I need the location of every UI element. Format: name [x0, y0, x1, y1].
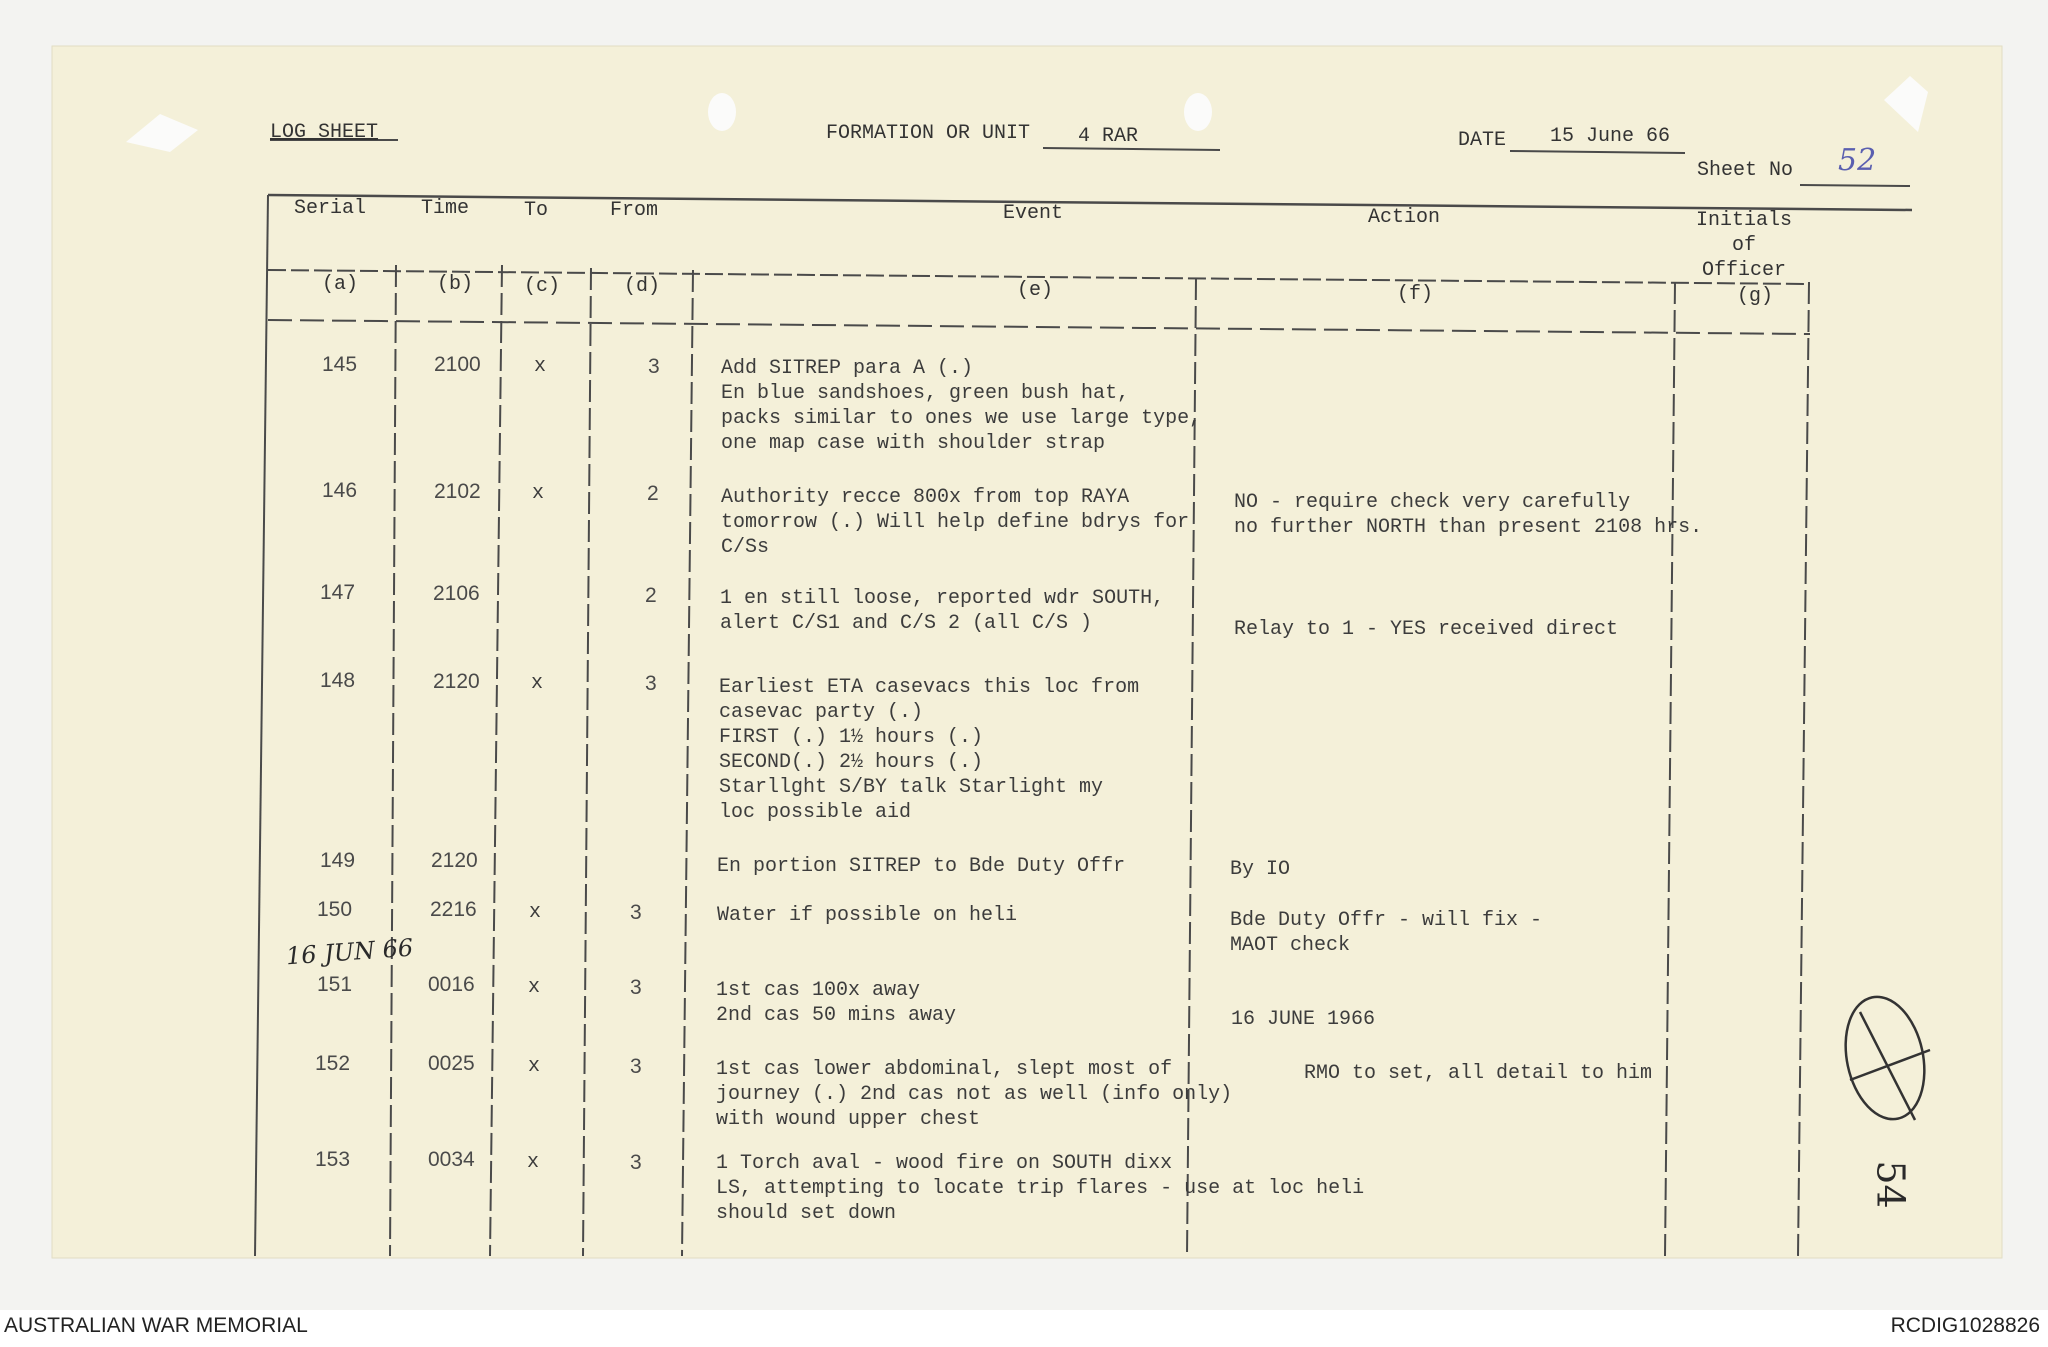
col-code-event: (e): [1017, 279, 1054, 302]
row-153-serial: 153: [315, 1148, 351, 1171]
col-code-action: (f): [1397, 283, 1434, 306]
col-header-time: Time: [421, 197, 470, 220]
row-151-serial: 151: [317, 973, 353, 996]
row-149-time: 2120: [431, 849, 478, 872]
col-code-time: (b): [437, 273, 474, 296]
row-148-serial: 148: [320, 669, 356, 692]
col-header-from: From: [610, 199, 659, 222]
row-153-to: x: [527, 1151, 540, 1174]
row-147-event: 1 en still loose, reported wdr SOUTH, alert C/S1 and C/S 2 (all C/S ): [720, 587, 1165, 635]
row-147-time: 2106: [433, 582, 480, 605]
row-153-event: 1 Torch aval - wood fire on SOUTH dixx LS, attempting to locate trip flares - use at loc heli should set down: [716, 1152, 1365, 1225]
date-value: 15 June 66: [1550, 125, 1671, 148]
row-150-serial: 150: [317, 898, 353, 921]
col-code-serial: (a): [322, 273, 359, 296]
unit-label: FORMATION OR UNIT: [826, 122, 1031, 145]
date-label: DATE: [1458, 129, 1507, 152]
row-151-event: 1st cas 100x away 2nd cas 50 mins away: [716, 979, 957, 1027]
row-146-time: 2102: [434, 480, 481, 503]
row-149-action: By IO: [1230, 858, 1291, 881]
row-145-from: 3: [648, 355, 660, 378]
row-150-event: Water if possible on heli: [717, 904, 1018, 927]
punch-hole-right: [1184, 93, 1212, 131]
col-code-to: (c): [524, 275, 561, 298]
footer-catalog-id: RCDIG1028826: [1890, 1314, 2040, 1337]
row-150-to: x: [529, 901, 542, 924]
row-153-from: 3: [630, 1151, 642, 1174]
col-header-initials: Initials of Officer: [1695, 209, 1792, 282]
punch-hole-left: [708, 93, 736, 131]
footer-source: AUSTRALIAN WAR MEMORIAL: [4, 1314, 308, 1337]
row-149-serial: 149: [320, 849, 356, 872]
row-152-event: 1st cas lower abdominal, slept most of journey (.) 2nd cas not as well (info only) with wound upper chest: [716, 1058, 1233, 1131]
row-146-from: 2: [647, 482, 659, 505]
row-150-action: Bde Duty Offr - will fix - MAOT check: [1230, 909, 1543, 957]
row-146-serial: 146: [322, 479, 358, 502]
col-header-action: Action: [1368, 206, 1441, 229]
unit-value: 4 RAR: [1078, 125, 1139, 148]
row-146-event: Authority recce 800x from top RAYA tomorrow (.) Will help define bdrys for C/Ss: [721, 486, 1190, 559]
row-147-from: 2: [645, 584, 657, 607]
col-header-serial: Serial: [294, 197, 367, 220]
col-header-event: Event: [1003, 202, 1064, 225]
row-145-serial: 145: [322, 353, 358, 376]
row-150-time: 2216: [430, 898, 477, 921]
handwritten-date-note: 16 JUN 66: [285, 933, 414, 971]
sheet-number: 52: [1838, 143, 1877, 178]
row-148-event: Earliest ETA casevacs this loc from casevac party (.) FIRST (.) 1½ hours (.) SECOND(.) 2½ hours (.) Starllght S/BY talk Starlight my loc possible aid: [719, 676, 1140, 824]
row-152-to: x: [528, 1055, 541, 1078]
row-150-from: 3: [630, 901, 642, 924]
row-147-serial: 147: [320, 581, 356, 604]
row-153-time: 0034: [428, 1148, 475, 1171]
row-152-serial: 152: [315, 1052, 351, 1075]
row-145-time: 2100: [434, 353, 481, 376]
margin-annotation: 54: [1868, 1160, 1913, 1209]
row-152-from: 3: [630, 1055, 642, 1078]
row-149-event: En portion SITREP to Bde Duty Offr: [717, 855, 1126, 878]
row-146-action: NO - require check very carefully no further NORTH than present 2108 hrs.: [1234, 491, 1703, 539]
row-151-action: 16 JUNE 1966: [1231, 1008, 1376, 1031]
row-147-action: Relay to 1 - YES received direct: [1234, 618, 1619, 641]
row-148-from: 3: [645, 672, 657, 695]
col-code-initials: (g): [1737, 285, 1774, 308]
row-152-action: RMO to set, all detail to him: [1304, 1062, 1653, 1085]
row-148-time: 2120: [433, 670, 480, 693]
row-148-to: x: [531, 672, 544, 695]
col-header-to: To: [524, 199, 549, 222]
row-152-time: 0025: [428, 1052, 475, 1075]
form-title: LOG SHEET: [270, 121, 379, 144]
row-145-event: Add SITREP para A (.) En blue sandshoes, green bush hat, packs similar to ones we use large type, one map case with shoulder strap: [721, 357, 1202, 455]
col-code-from: (d): [624, 275, 661, 298]
sheet-label: Sheet No: [1697, 159, 1794, 182]
row-145-to: x: [534, 355, 547, 378]
row-151-time: 0016: [428, 973, 475, 996]
row-146-to: x: [532, 482, 545, 505]
row-151-from: 3: [630, 976, 642, 999]
row-151-to: x: [528, 976, 541, 999]
